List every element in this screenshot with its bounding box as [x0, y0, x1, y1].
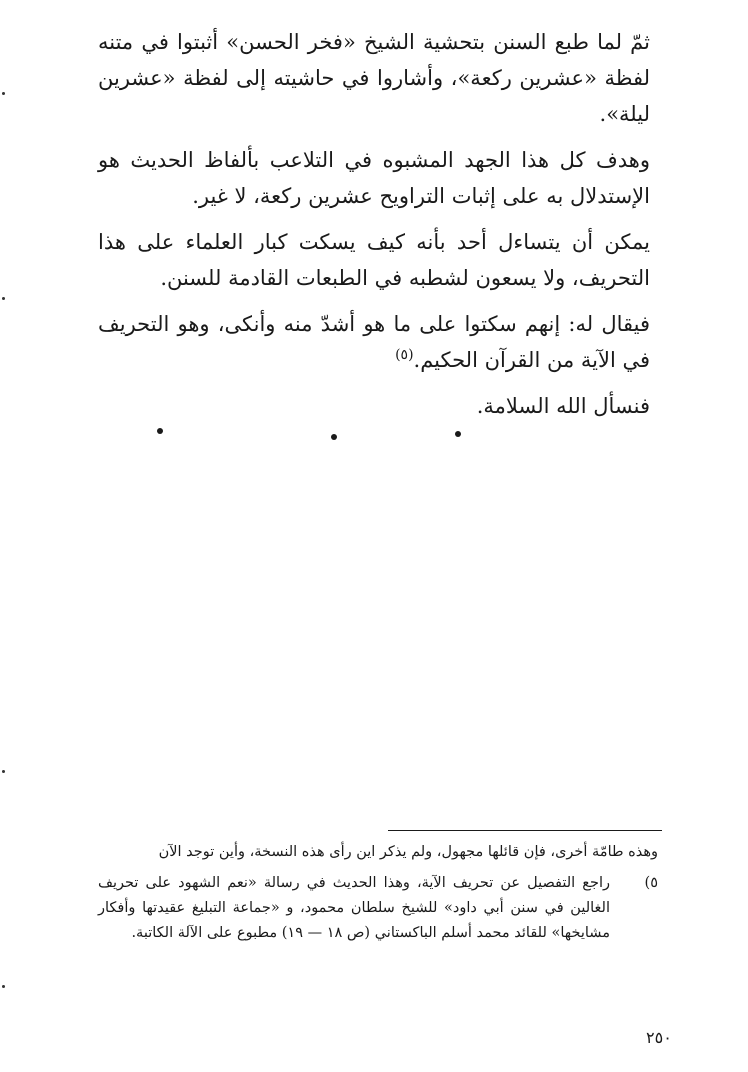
separator-dot	[157, 428, 163, 434]
footnote-rule	[388, 830, 662, 831]
scan-speck	[2, 985, 5, 988]
paragraph-2: وهدف كل هذا الجهد المشبوه في التلاعب بألفاظ الحديث هو الإستدلال به على إثبات التراويح عشرين ركعة، لا غير.	[98, 148, 650, 208]
main-text	[98, 24, 650, 424]
scan-speck	[2, 770, 5, 773]
footnotes	[98, 840, 658, 946]
footnote-5	[98, 871, 658, 946]
paragraph-4-text: فيقال له: إنهم سكتوا على ما هو أشدّ منه وأنكى، وهو التحريف في الآية من القرآن الحكيم.	[98, 312, 650, 372]
separator-dot	[331, 434, 337, 440]
separator-dot	[455, 431, 461, 437]
footnote-continuation: وهذه طامّة أخرى، فإن قائلها مجهول، ولم يذكر اين رأى هذه النسخة، وأين توجد الآن	[158, 844, 658, 860]
scan-speck	[2, 92, 5, 95]
page-number: ٢٥٠	[646, 1028, 672, 1047]
paragraph-1: ثمّ لما طبع السنن بتحشية الشيخ «فخر الحسن» أثبتوا في متنه لفظة «عشرين ركعة»، وأشاروا في حاشيته إلى لفظة «عشرين ليلة».	[98, 30, 650, 126]
footnote-number: ٥)	[644, 875, 658, 891]
section-separator	[0, 422, 748, 446]
closing-line: فنسأل الله السلامة.	[476, 394, 650, 418]
footnote-text: راجع التفصيل عن تحريف الآية، وهذا الحديث في رسالة «نعم الشهود على تحريف الغالين في سنن أبي داود» للشيخ سلطان محمود، و «جماعة التبليغ عقيدتها وأفكار مشايخها» للقائد محمد أسلم الباكستاني (ص ١٨ — ١٩) مطبوع على الآلة الكاتبة.	[98, 875, 610, 941]
scan-speck	[2, 297, 5, 300]
footnote-reference: (٥)	[395, 347, 414, 363]
paragraph-4	[98, 306, 650, 378]
paragraph-3: يمكن أن يتساءل أحد بأنه كيف يسكت كبار العلماء على هذا التحريف، ولا يسعون لشطبه في الطبعات القادمة للسنن.	[98, 230, 650, 290]
